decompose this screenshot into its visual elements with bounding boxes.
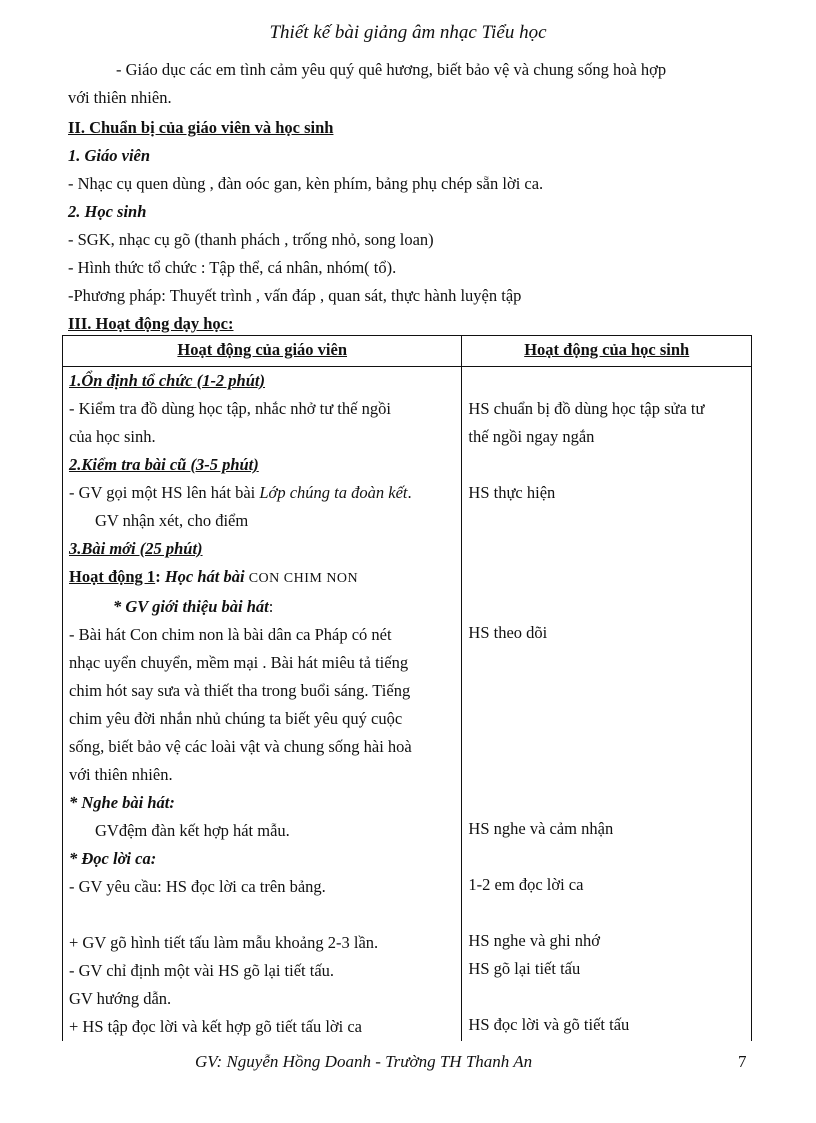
stage-2-teacher-line-1 [69,479,455,507]
footer-author: GV: Nguyễn Hồng Doanh - Trường TH Thanh An [195,1052,533,1071]
table-row [63,367,752,1042]
table-header-row [63,336,752,367]
read-lyrics-title: * Đọc lời ca: [69,849,157,868]
page-header: Thiết kế bài giảng âm nhạc Tiểu học [269,22,547,43]
song-intro-line-4: chim yêu đời nhắn nhủ chúng ta biết yêu quý cuộc [69,709,403,728]
read-lyrics-teacher: - GV yêu cầu: HS đọc lời ca trên bảng. [69,877,326,896]
student-column-header: Hoạt động của học sinh [462,336,752,367]
stage-2-teacher-line-2: GV nhận xét, cho điểm [95,511,249,530]
activity-1-label: Hoạt động 1 [69,567,156,586]
intro-paragraph [68,56,748,112]
listen-title: * Nghe bài hát: [69,793,175,812]
rhythm-teacher-4: + HS tập đọc lời và kết hợp gõ tiết tấu lời ca [69,1017,363,1036]
activity-1-colon: : [155,567,165,586]
rhythm-student-4: HS đọc lời và gõ tiết tấu [468,1015,630,1034]
stage-2-title: 2.Kiểm tra bài cũ (3-5 phút) [69,455,259,474]
rhythm-teacher-1: + GV gõ hình tiết tấu làm mẫu khoảng 2-3 lần. [69,933,379,952]
teacher-item: - Nhạc cụ quen dùng , đàn oóc gan, kèn phím, bảng phụ chép sẵn lời ca. [68,174,544,193]
stage-1-student-line-1: HS chuẩn bị đồ dùng học tập sửa tư [468,399,705,418]
activities-table [62,335,752,1041]
teacher-title: 1. Giáo viên [68,146,151,165]
section-3-title: III. Hoạt động dạy học: [68,314,234,333]
teacher-cell [63,367,462,1042]
section-2-title: II. Chuẩn bị của giáo viên và học sinh [68,118,334,137]
intro-song-colon: : [268,597,274,616]
song-title: CON CHIM NON [248,571,359,586]
old-song-title: Lớp chúng ta đoàn kết [259,483,408,502]
stage-2-period: . [407,483,412,502]
student-item: - SGK, nhạc cụ gõ (thanh phách , trống nhỏ, song loan) [68,230,434,249]
section-2 [68,114,748,310]
teaching-method: -Phương pháp: Thuyết trình , vấn đáp , quan sát, thực hành luyện tập [68,286,522,305]
stage-2-student: HS thực hiện [468,483,556,502]
organization-form: - Hình thức tổ chức : Tập thể, cá nhân, nhóm( tổ). [68,258,397,277]
stage-3-title: 3.Bài mới (25 phút) [69,539,203,558]
stage-1-student-line-2: thế ngồi ngay ngắn [468,427,595,446]
song-intro-line-3: chim hót say sưa và thiết tha trong buổi sáng. Tiếng [69,681,411,700]
song-intro-line-5: sống, biết bảo vệ các loài vật và chung sống hài hoà [69,737,412,756]
rhythm-teacher-3: GV hướng dẫn. [69,989,172,1008]
listen-student: HS nghe và cảm nhận [468,819,614,838]
song-intro-line-6: với thiên nhiên. [69,765,173,784]
page-number: 7 [738,1052,747,1071]
song-intro-line-2: nhạc uyển chuyển, mềm mại . Bài hát miêu tả tiếng [69,653,409,672]
activity-1-text: Học hát bài [164,567,249,586]
teacher-column-header: Hoạt động của giáo viên [63,336,462,367]
stage-1-teacher-line-1: - Kiểm tra đồ dùng học tập, nhắc nhở tư thế ngồi [69,399,391,418]
song-intro-line-1: - Bài hát Con chim non là bài dân ca Pháp có nét [69,625,392,644]
section-3 [68,310,748,338]
read-lyrics-student: 1-2 em đọc lời ca [468,875,584,894]
intro-song-title: * GV giới thiệu bài hát [113,597,269,616]
student-cell [462,367,752,1042]
rhythm-teacher-2: - GV chỉ định một vài HS gõ lại tiết tấu. [69,961,335,980]
student-title: 2. Học sinh [68,202,147,221]
rhythm-student-2: HS gõ lại tiết tấu [468,959,581,978]
intro-line-1: - Giáo dục các em tình cảm yêu quý quê hương, biết bảo vệ và chung sống hoà hợp [116,60,667,79]
stage-1-teacher-line-2: của học sinh. [69,427,156,446]
rhythm-student-1: HS nghe và ghi nhớ [468,931,600,950]
stage-1-title: 1.Ổn định tổ chức (1-2 phút) [69,371,265,390]
intro-student: HS theo dõi [468,623,548,642]
activity-1-line [69,563,455,593]
intro-line-2: với thiên nhiên. [68,88,172,107]
stage-2-text: - GV gọi một HS lên hát bài [69,483,260,502]
listen-teacher: GVđệm đàn kết hợp hát mẫu. [95,821,290,840]
